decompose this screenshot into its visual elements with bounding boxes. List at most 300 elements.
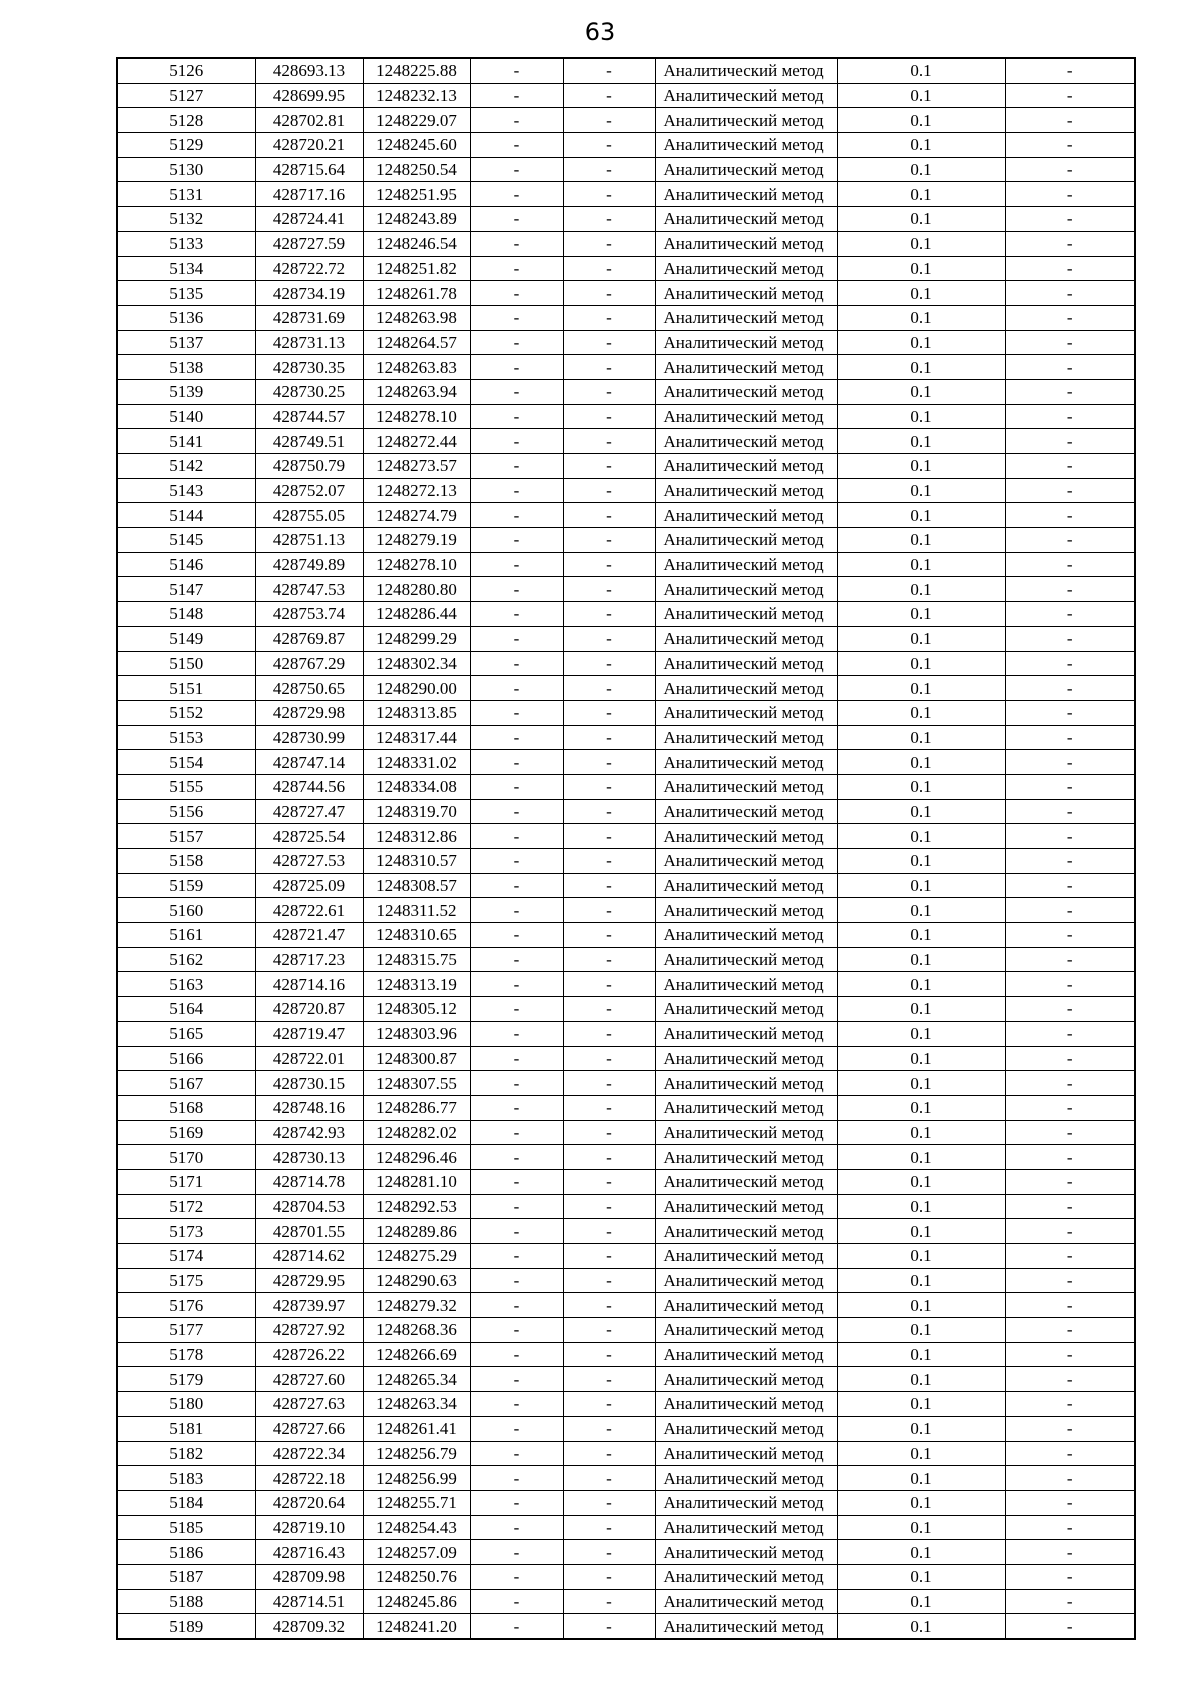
y-coordinate-cell: 1248279.32 <box>363 1293 470 1318</box>
dash-cell: - <box>1005 1021 1135 1046</box>
dash-cell: - <box>470 1194 563 1219</box>
dash-cell: - <box>1005 1268 1135 1293</box>
x-coordinate-cell: 428699.95 <box>255 83 363 108</box>
dash-cell: - <box>563 83 655 108</box>
method-cell: Аналитический метод <box>655 1466 837 1491</box>
method-cell: Аналитический метод <box>655 1268 837 1293</box>
method-cell: Аналитический метод <box>655 725 837 750</box>
accuracy-cell: 0.1 <box>837 676 1005 701</box>
dash-cell: - <box>1005 997 1135 1022</box>
method-cell: Аналитический метод <box>655 1614 837 1639</box>
table-row <box>117 1293 1135 1318</box>
method-cell: Аналитический метод <box>655 1169 837 1194</box>
dash-cell: - <box>470 1021 563 1046</box>
table-row <box>117 281 1135 306</box>
dash-cell: - <box>563 256 655 281</box>
dash-cell: - <box>470 108 563 133</box>
table-row <box>117 947 1135 972</box>
point-number-cell: 5127 <box>117 83 255 108</box>
accuracy-cell: 0.1 <box>837 1169 1005 1194</box>
dash-cell: - <box>470 1392 563 1417</box>
method-cell: Аналитический метод <box>655 281 837 306</box>
x-coordinate-cell: 428727.60 <box>255 1367 363 1392</box>
dash-cell: - <box>470 626 563 651</box>
point-number-cell: 5182 <box>117 1441 255 1466</box>
x-coordinate-cell: 428725.09 <box>255 873 363 898</box>
accuracy-cell: 0.1 <box>837 577 1005 602</box>
accuracy-cell: 0.1 <box>837 774 1005 799</box>
accuracy-cell: 0.1 <box>837 1490 1005 1515</box>
dash-cell: - <box>470 972 563 997</box>
y-coordinate-cell: 1248311.52 <box>363 898 470 923</box>
dash-cell: - <box>470 824 563 849</box>
table-row <box>117 58 1135 83</box>
dash-cell: - <box>470 454 563 479</box>
dash-cell: - <box>470 923 563 948</box>
table-row <box>117 133 1135 158</box>
point-number-cell: 5175 <box>117 1268 255 1293</box>
page-number: 63 <box>584 18 616 46</box>
y-coordinate-cell: 1248256.99 <box>363 1466 470 1491</box>
point-number-cell: 5153 <box>117 725 255 750</box>
dash-cell: - <box>1005 207 1135 232</box>
method-cell: Аналитический метод <box>655 923 837 948</box>
y-coordinate-cell: 1248312.86 <box>363 824 470 849</box>
y-coordinate-cell: 1248302.34 <box>363 651 470 676</box>
accuracy-cell: 0.1 <box>837 750 1005 775</box>
table-row <box>117 1194 1135 1219</box>
accuracy-cell: 0.1 <box>837 108 1005 133</box>
y-coordinate-cell: 1248266.69 <box>363 1342 470 1367</box>
x-coordinate-cell: 428744.56 <box>255 774 363 799</box>
table-row <box>117 1145 1135 1170</box>
dash-cell: - <box>470 651 563 676</box>
dash-cell: - <box>1005 972 1135 997</box>
dash-cell: - <box>563 774 655 799</box>
table-row <box>117 602 1135 627</box>
point-number-cell: 5126 <box>117 58 255 83</box>
method-cell: Аналитический метод <box>655 1342 837 1367</box>
y-coordinate-cell: 1248334.08 <box>363 774 470 799</box>
coordinates-table <box>116 57 1136 1640</box>
dash-cell: - <box>1005 231 1135 256</box>
dash-cell: - <box>563 1392 655 1417</box>
y-coordinate-cell: 1248265.34 <box>363 1367 470 1392</box>
method-cell: Аналитический метод <box>655 1046 837 1071</box>
table-row <box>117 1589 1135 1614</box>
dash-cell: - <box>1005 651 1135 676</box>
accuracy-cell: 0.1 <box>837 1293 1005 1318</box>
point-number-cell: 5136 <box>117 305 255 330</box>
dash-cell: - <box>563 1145 655 1170</box>
point-number-cell: 5163 <box>117 972 255 997</box>
y-coordinate-cell: 1248272.13 <box>363 478 470 503</box>
method-cell: Аналитический метод <box>655 429 837 454</box>
table-row <box>117 108 1135 133</box>
y-coordinate-cell: 1248286.77 <box>363 1095 470 1120</box>
dash-cell: - <box>1005 1416 1135 1441</box>
x-coordinate-cell: 428727.59 <box>255 231 363 256</box>
x-coordinate-cell: 428701.55 <box>255 1219 363 1244</box>
dash-cell: - <box>470 1342 563 1367</box>
table-row <box>117 83 1135 108</box>
method-cell: Аналитический метод <box>655 1145 837 1170</box>
dash-cell: - <box>470 1490 563 1515</box>
dash-cell: - <box>470 256 563 281</box>
table-row <box>117 873 1135 898</box>
point-number-cell: 5132 <box>117 207 255 232</box>
point-number-cell: 5186 <box>117 1540 255 1565</box>
y-coordinate-cell: 1248278.10 <box>363 404 470 429</box>
accuracy-cell: 0.1 <box>837 602 1005 627</box>
dash-cell: - <box>1005 281 1135 306</box>
y-coordinate-cell: 1248279.19 <box>363 528 470 553</box>
method-cell: Аналитический метод <box>655 58 837 83</box>
point-number-cell: 5155 <box>117 774 255 799</box>
dash-cell: - <box>563 1169 655 1194</box>
y-coordinate-cell: 1248261.41 <box>363 1416 470 1441</box>
dash-cell: - <box>1005 157 1135 182</box>
point-number-cell: 5183 <box>117 1466 255 1491</box>
accuracy-cell: 0.1 <box>837 305 1005 330</box>
accuracy-cell: 0.1 <box>837 1614 1005 1639</box>
dash-cell: - <box>470 133 563 158</box>
dash-cell: - <box>563 305 655 330</box>
dash-cell: - <box>1005 774 1135 799</box>
dash-cell: - <box>563 231 655 256</box>
dash-cell: - <box>1005 799 1135 824</box>
dash-cell: - <box>1005 1293 1135 1318</box>
dash-cell: - <box>1005 1589 1135 1614</box>
y-coordinate-cell: 1248256.79 <box>363 1441 470 1466</box>
x-coordinate-cell: 428744.57 <box>255 404 363 429</box>
x-coordinate-cell: 428750.65 <box>255 676 363 701</box>
dash-cell: - <box>563 700 655 725</box>
accuracy-cell: 0.1 <box>837 552 1005 577</box>
dash-cell: - <box>563 1046 655 1071</box>
dash-cell: - <box>1005 58 1135 83</box>
method-cell: Аналитический метод <box>655 947 837 972</box>
method-cell: Аналитический метод <box>655 157 837 182</box>
point-number-cell: 5157 <box>117 824 255 849</box>
y-coordinate-cell: 1248263.34 <box>363 1392 470 1417</box>
point-number-cell: 5162 <box>117 947 255 972</box>
method-cell: Аналитический метод <box>655 207 837 232</box>
accuracy-cell: 0.1 <box>837 1466 1005 1491</box>
table-row <box>117 1268 1135 1293</box>
dash-cell: - <box>470 552 563 577</box>
y-coordinate-cell: 1248268.36 <box>363 1318 470 1343</box>
dash-cell: - <box>1005 379 1135 404</box>
y-coordinate-cell: 1248313.19 <box>363 972 470 997</box>
table-row <box>117 1614 1135 1639</box>
method-cell: Аналитический метод <box>655 1589 837 1614</box>
y-coordinate-cell: 1248275.29 <box>363 1244 470 1269</box>
table-row <box>117 1318 1135 1343</box>
table-row <box>117 849 1135 874</box>
point-number-cell: 5172 <box>117 1194 255 1219</box>
dash-cell: - <box>563 947 655 972</box>
method-cell: Аналитический метод <box>655 873 837 898</box>
dash-cell: - <box>1005 108 1135 133</box>
dash-cell: - <box>1005 1564 1135 1589</box>
table-row <box>117 725 1135 750</box>
accuracy-cell: 0.1 <box>837 1540 1005 1565</box>
table-body <box>117 58 1135 1639</box>
method-cell: Аналитический метод <box>655 1318 837 1343</box>
dash-cell: - <box>563 676 655 701</box>
x-coordinate-cell: 428693.13 <box>255 58 363 83</box>
dash-cell: - <box>563 1268 655 1293</box>
dash-cell: - <box>470 1268 563 1293</box>
dash-cell: - <box>470 898 563 923</box>
dash-cell: - <box>1005 404 1135 429</box>
point-number-cell: 5168 <box>117 1095 255 1120</box>
dash-cell: - <box>1005 528 1135 553</box>
point-number-cell: 5165 <box>117 1021 255 1046</box>
dash-cell: - <box>1005 1342 1135 1367</box>
dash-cell: - <box>470 676 563 701</box>
dash-cell: - <box>1005 1367 1135 1392</box>
method-cell: Аналитический метод <box>655 1416 837 1441</box>
accuracy-cell: 0.1 <box>837 454 1005 479</box>
method-cell: Аналитический метод <box>655 133 837 158</box>
method-cell: Аналитический метод <box>655 1071 837 1096</box>
dash-cell: - <box>470 750 563 775</box>
x-coordinate-cell: 428719.10 <box>255 1515 363 1540</box>
dash-cell: - <box>470 1120 563 1145</box>
table-row <box>117 1071 1135 1096</box>
table-row <box>117 774 1135 799</box>
accuracy-cell: 0.1 <box>837 133 1005 158</box>
point-number-cell: 5170 <box>117 1145 255 1170</box>
y-coordinate-cell: 1248305.12 <box>363 997 470 1022</box>
dash-cell: - <box>563 1416 655 1441</box>
dash-cell: - <box>470 207 563 232</box>
x-coordinate-cell: 428731.13 <box>255 330 363 355</box>
dash-cell: - <box>470 1219 563 1244</box>
dash-cell: - <box>470 1515 563 1540</box>
accuracy-cell: 0.1 <box>837 231 1005 256</box>
dash-cell: - <box>563 923 655 948</box>
dash-cell: - <box>470 1046 563 1071</box>
point-number-cell: 5147 <box>117 577 255 602</box>
dash-cell: - <box>1005 1194 1135 1219</box>
x-coordinate-cell: 428722.18 <box>255 1466 363 1491</box>
dash-cell: - <box>470 58 563 83</box>
dash-cell: - <box>470 429 563 454</box>
accuracy-cell: 0.1 <box>837 404 1005 429</box>
y-coordinate-cell: 1248317.44 <box>363 725 470 750</box>
dash-cell: - <box>563 577 655 602</box>
dash-cell: - <box>1005 923 1135 948</box>
x-coordinate-cell: 428715.64 <box>255 157 363 182</box>
x-coordinate-cell: 428730.99 <box>255 725 363 750</box>
x-coordinate-cell: 428730.13 <box>255 1145 363 1170</box>
method-cell: Аналитический метод <box>655 256 837 281</box>
point-number-cell: 5187 <box>117 1564 255 1589</box>
dash-cell: - <box>470 157 563 182</box>
dash-cell: - <box>1005 454 1135 479</box>
method-cell: Аналитический метод <box>655 404 837 429</box>
accuracy-cell: 0.1 <box>837 1564 1005 1589</box>
point-number-cell: 5139 <box>117 379 255 404</box>
y-coordinate-cell: 1248300.87 <box>363 1046 470 1071</box>
x-coordinate-cell: 428752.07 <box>255 478 363 503</box>
x-coordinate-cell: 428727.63 <box>255 1392 363 1417</box>
accuracy-cell: 0.1 <box>837 281 1005 306</box>
dash-cell: - <box>470 774 563 799</box>
y-coordinate-cell: 1248296.46 <box>363 1145 470 1170</box>
point-number-cell: 5156 <box>117 799 255 824</box>
y-coordinate-cell: 1248257.09 <box>363 1540 470 1565</box>
method-cell: Аналитический метод <box>655 108 837 133</box>
method-cell: Аналитический метод <box>655 1244 837 1269</box>
accuracy-cell: 0.1 <box>837 972 1005 997</box>
dash-cell: - <box>1005 725 1135 750</box>
dash-cell: - <box>1005 602 1135 627</box>
dash-cell: - <box>1005 1219 1135 1244</box>
y-coordinate-cell: 1248292.53 <box>363 1194 470 1219</box>
dash-cell: - <box>563 503 655 528</box>
accuracy-cell: 0.1 <box>837 478 1005 503</box>
dash-cell: - <box>1005 824 1135 849</box>
table-row <box>117 1244 1135 1269</box>
x-coordinate-cell: 428734.19 <box>255 281 363 306</box>
y-coordinate-cell: 1248290.00 <box>363 676 470 701</box>
accuracy-cell: 0.1 <box>837 824 1005 849</box>
point-number-cell: 5161 <box>117 923 255 948</box>
x-coordinate-cell: 428755.05 <box>255 503 363 528</box>
accuracy-cell: 0.1 <box>837 1441 1005 1466</box>
point-number-cell: 5130 <box>117 157 255 182</box>
dash-cell: - <box>563 552 655 577</box>
dash-cell: - <box>470 330 563 355</box>
point-number-cell: 5181 <box>117 1416 255 1441</box>
dash-cell: - <box>470 725 563 750</box>
point-number-cell: 5171 <box>117 1169 255 1194</box>
dash-cell: - <box>563 1194 655 1219</box>
dash-cell: - <box>470 83 563 108</box>
dash-cell: - <box>470 1614 563 1639</box>
dash-cell: - <box>1005 182 1135 207</box>
dash-cell: - <box>470 1145 563 1170</box>
point-number-cell: 5160 <box>117 898 255 923</box>
dash-cell: - <box>563 281 655 306</box>
dash-cell: - <box>1005 947 1135 972</box>
dash-cell: - <box>563 404 655 429</box>
x-coordinate-cell: 428726.22 <box>255 1342 363 1367</box>
method-cell: Аналитический метод <box>655 478 837 503</box>
method-cell: Аналитический метод <box>655 528 837 553</box>
point-number-cell: 5138 <box>117 355 255 380</box>
point-number-cell: 5129 <box>117 133 255 158</box>
dash-cell: - <box>470 1540 563 1565</box>
table-row <box>117 429 1135 454</box>
method-cell: Аналитический метод <box>655 503 837 528</box>
method-cell: Аналитический метод <box>655 1095 837 1120</box>
accuracy-cell: 0.1 <box>837 58 1005 83</box>
table-row <box>117 157 1135 182</box>
y-coordinate-cell: 1248331.02 <box>363 750 470 775</box>
point-number-cell: 5154 <box>117 750 255 775</box>
dash-cell: - <box>563 1589 655 1614</box>
x-coordinate-cell: 428722.61 <box>255 898 363 923</box>
y-coordinate-cell: 1248263.94 <box>363 379 470 404</box>
x-coordinate-cell: 428769.87 <box>255 626 363 651</box>
point-number-cell: 5131 <box>117 182 255 207</box>
dash-cell: - <box>470 1071 563 1096</box>
x-coordinate-cell: 428731.69 <box>255 305 363 330</box>
table-row <box>117 1392 1135 1417</box>
y-coordinate-cell: 1248232.13 <box>363 83 470 108</box>
point-number-cell: 5134 <box>117 256 255 281</box>
accuracy-cell: 0.1 <box>837 1515 1005 1540</box>
dash-cell: - <box>563 528 655 553</box>
accuracy-cell: 0.1 <box>837 947 1005 972</box>
accuracy-cell: 0.1 <box>837 379 1005 404</box>
dash-cell: - <box>1005 1318 1135 1343</box>
y-coordinate-cell: 1248274.79 <box>363 503 470 528</box>
y-coordinate-cell: 1248310.65 <box>363 923 470 948</box>
table-row <box>117 1515 1135 1540</box>
table-row <box>117 750 1135 775</box>
y-coordinate-cell: 1248310.57 <box>363 849 470 874</box>
point-number-cell: 5166 <box>117 1046 255 1071</box>
point-number-cell: 5180 <box>117 1392 255 1417</box>
x-coordinate-cell: 428717.23 <box>255 947 363 972</box>
method-cell: Аналитический метод <box>655 305 837 330</box>
x-coordinate-cell: 428702.81 <box>255 108 363 133</box>
x-coordinate-cell: 428720.64 <box>255 1490 363 1515</box>
method-cell: Аналитический метод <box>655 552 837 577</box>
x-coordinate-cell: 428724.41 <box>255 207 363 232</box>
y-coordinate-cell: 1248255.71 <box>363 1490 470 1515</box>
dash-cell: - <box>1005 676 1135 701</box>
x-coordinate-cell: 428722.34 <box>255 1441 363 1466</box>
y-coordinate-cell: 1248278.10 <box>363 552 470 577</box>
y-coordinate-cell: 1248264.57 <box>363 330 470 355</box>
method-cell: Аналитический метод <box>655 824 837 849</box>
y-coordinate-cell: 1248273.57 <box>363 454 470 479</box>
y-coordinate-cell: 1248225.88 <box>363 58 470 83</box>
method-cell: Аналитический метод <box>655 1392 837 1417</box>
x-coordinate-cell: 428727.53 <box>255 849 363 874</box>
table-row <box>117 1466 1135 1491</box>
y-coordinate-cell: 1248315.75 <box>363 947 470 972</box>
method-cell: Аналитический метод <box>655 676 837 701</box>
point-number-cell: 5152 <box>117 700 255 725</box>
dash-cell: - <box>470 281 563 306</box>
dash-cell: - <box>563 182 655 207</box>
dash-cell: - <box>1005 1614 1135 1639</box>
y-coordinate-cell: 1248307.55 <box>363 1071 470 1096</box>
dash-cell: - <box>1005 1392 1135 1417</box>
table-row <box>117 1120 1135 1145</box>
dash-cell: - <box>1005 700 1135 725</box>
table-row <box>117 528 1135 553</box>
dash-cell: - <box>470 379 563 404</box>
y-coordinate-cell: 1248245.60 <box>363 133 470 158</box>
dash-cell: - <box>563 1071 655 1096</box>
dash-cell: - <box>1005 429 1135 454</box>
dash-cell: - <box>470 1095 563 1120</box>
y-coordinate-cell: 1248280.80 <box>363 577 470 602</box>
accuracy-cell: 0.1 <box>837 1589 1005 1614</box>
accuracy-cell: 0.1 <box>837 651 1005 676</box>
dash-cell: - <box>1005 1540 1135 1565</box>
method-cell: Аналитический метод <box>655 83 837 108</box>
